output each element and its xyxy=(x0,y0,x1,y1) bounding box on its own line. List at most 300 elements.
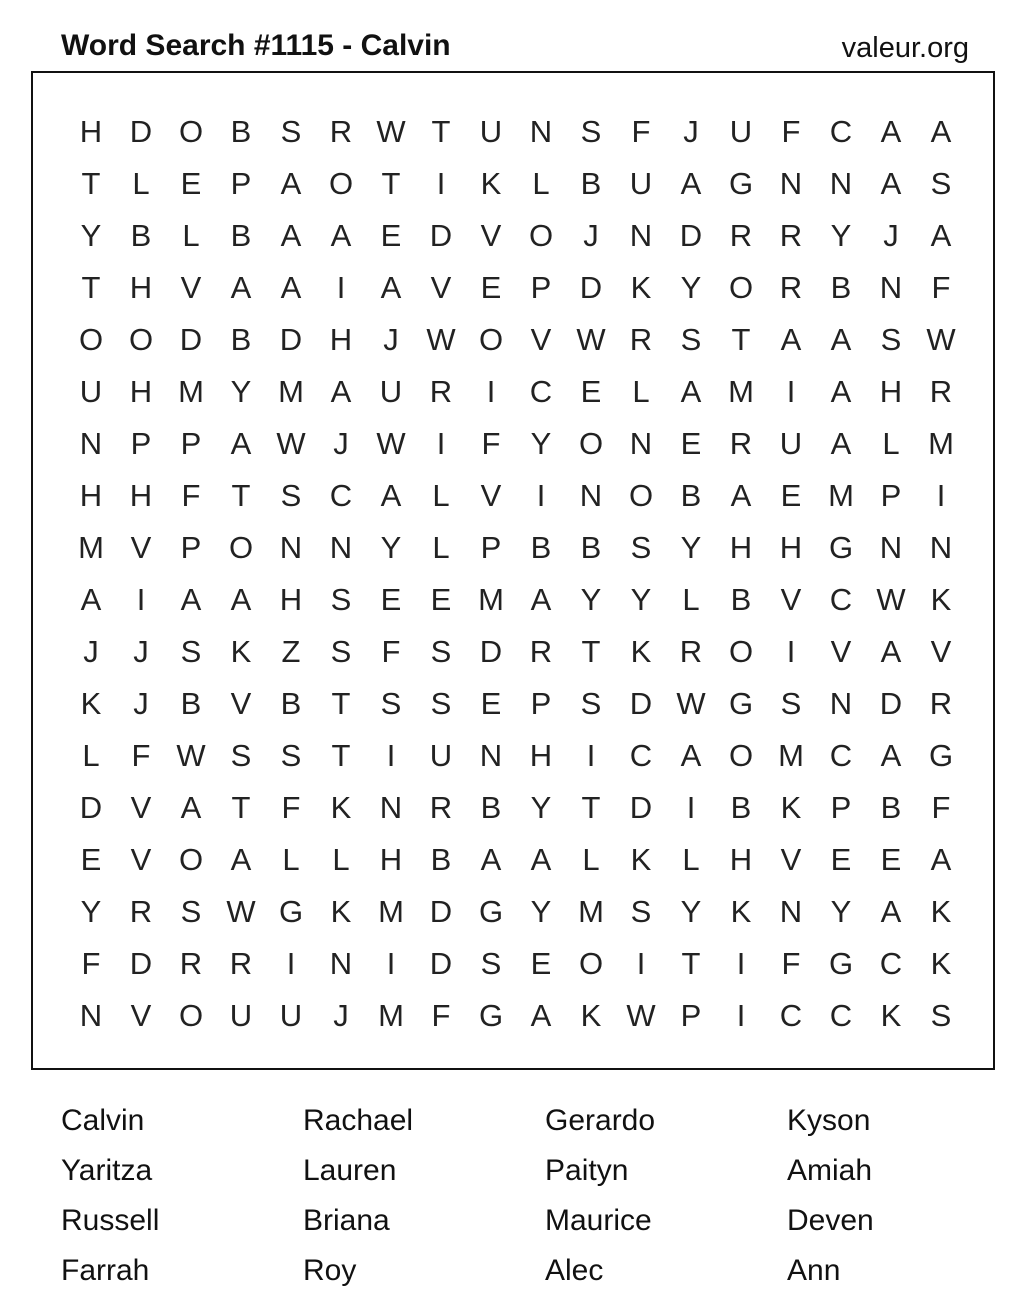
grid-letter[interactable]: C xyxy=(529,374,553,409)
grid-letter[interactable]: T xyxy=(331,738,351,773)
grid-letter[interactable]: B xyxy=(680,478,702,513)
grid-letter[interactable]: S xyxy=(330,582,352,617)
grid-letter[interactable]: S xyxy=(580,686,602,721)
grid-letter[interactable]: N xyxy=(329,530,353,565)
grid-letter[interactable]: O xyxy=(78,322,104,357)
grid-letter[interactable]: I xyxy=(286,946,296,981)
grid-letter[interactable]: A xyxy=(380,270,402,305)
grid-letter[interactable]: A xyxy=(780,322,802,357)
grid-letter[interactable]: S xyxy=(780,686,802,721)
grid-letter[interactable]: R xyxy=(779,218,803,253)
grid-letter[interactable]: O xyxy=(578,426,604,461)
grid-letter[interactable]: I xyxy=(786,374,796,409)
grid-letter[interactable]: D xyxy=(629,686,653,721)
grid-letter[interactable]: W xyxy=(926,322,956,357)
grid-letter[interactable]: B xyxy=(480,790,502,825)
grid-letter[interactable]: A xyxy=(230,426,252,461)
grid-letter[interactable]: I xyxy=(386,946,396,981)
grid-letter[interactable]: Y xyxy=(380,530,402,565)
grid-letter[interactable]: E xyxy=(880,842,902,877)
grid-letter[interactable]: O xyxy=(728,270,754,305)
grid-letter[interactable]: W xyxy=(276,426,306,461)
grid-letter[interactable]: H xyxy=(129,374,153,409)
grid-letter[interactable]: R xyxy=(629,322,653,357)
grid-letter[interactable]: O xyxy=(728,634,754,669)
grid-letter[interactable]: J xyxy=(683,114,699,149)
grid-letter[interactable]: J xyxy=(133,686,149,721)
grid-letter[interactable]: S xyxy=(180,634,202,669)
grid-letter[interactable]: S xyxy=(280,478,302,513)
grid-letter[interactable]: L xyxy=(432,530,450,565)
grid-letter[interactable]: N xyxy=(629,218,653,253)
grid-letter[interactable]: N xyxy=(579,478,603,513)
grid-letter[interactable]: T xyxy=(81,270,101,305)
grid-letter[interactable]: T xyxy=(331,686,351,721)
grid-letter[interactable]: S xyxy=(880,322,902,357)
grid-letter[interactable]: P xyxy=(230,166,252,201)
grid-letter[interactable]: D xyxy=(129,114,153,149)
grid-letter[interactable]: A xyxy=(830,426,852,461)
grid-letter[interactable]: T xyxy=(231,478,251,513)
grid-letter[interactable]: L xyxy=(632,374,650,409)
grid-letter[interactable]: S xyxy=(630,894,652,929)
grid-letter[interactable]: M xyxy=(378,998,404,1033)
grid-letter[interactable]: U xyxy=(629,166,653,201)
grid-letter[interactable]: F xyxy=(81,946,101,981)
grid-letter[interactable]: D xyxy=(429,894,453,929)
grid-letter[interactable]: M xyxy=(78,530,104,565)
grid-letter[interactable]: Y xyxy=(830,218,852,253)
grid-letter[interactable]: V xyxy=(130,530,152,565)
grid-letter[interactable]: B xyxy=(580,530,602,565)
grid-letter[interactable]: O xyxy=(728,738,754,773)
grid-letter[interactable]: T xyxy=(231,790,251,825)
grid-letter[interactable]: O xyxy=(178,998,204,1033)
grid-letter[interactable]: A xyxy=(530,842,552,877)
grid-letter[interactable]: F xyxy=(931,270,951,305)
grid-letter[interactable]: B xyxy=(180,686,202,721)
grid-letter[interactable]: H xyxy=(729,530,753,565)
grid-letter[interactable]: S xyxy=(380,686,402,721)
grid-letter[interactable]: L xyxy=(282,842,300,877)
grid-letter[interactable]: O xyxy=(628,478,654,513)
grid-letter[interactable]: A xyxy=(230,582,252,617)
grid-letter[interactable]: A xyxy=(280,270,302,305)
grid-letter[interactable]: R xyxy=(679,634,703,669)
grid-letter[interactable]: W xyxy=(376,426,406,461)
grid-letter[interactable]: G xyxy=(828,530,854,565)
grid-letter[interactable]: K xyxy=(330,894,352,929)
grid-letter[interactable]: K xyxy=(80,686,102,721)
grid-letter[interactable]: I xyxy=(786,634,796,669)
grid-letter[interactable]: R xyxy=(429,374,453,409)
grid-letter[interactable]: B xyxy=(730,790,752,825)
grid-letter[interactable]: U xyxy=(479,114,503,149)
grid-letter[interactable]: H xyxy=(279,582,303,617)
grid-letter[interactable]: M xyxy=(178,374,204,409)
grid-letter[interactable]: P xyxy=(180,426,202,461)
grid-letter[interactable]: I xyxy=(686,790,696,825)
grid-letter[interactable]: M xyxy=(928,426,954,461)
grid-letter[interactable]: U xyxy=(429,738,453,773)
grid-letter[interactable]: T xyxy=(681,946,701,981)
grid-letter[interactable]: A xyxy=(730,478,752,513)
grid-letter[interactable]: E xyxy=(580,374,602,409)
grid-letter[interactable]: Y xyxy=(530,426,552,461)
grid-letter[interactable]: R xyxy=(729,426,753,461)
grid-letter[interactable]: H xyxy=(779,530,803,565)
grid-letter[interactable]: T xyxy=(81,166,101,201)
grid-letter[interactable]: D xyxy=(179,322,203,357)
grid-letter[interactable]: B xyxy=(580,166,602,201)
grid-letter[interactable]: E xyxy=(780,478,802,513)
grid-letter[interactable]: C xyxy=(779,998,803,1033)
grid-letter[interactable]: I xyxy=(436,426,446,461)
grid-letter[interactable]: R xyxy=(929,686,953,721)
grid-letter[interactable]: O xyxy=(328,166,354,201)
grid-letter[interactable]: F xyxy=(781,946,801,981)
grid-letter[interactable]: L xyxy=(532,166,550,201)
grid-letter[interactable]: R xyxy=(129,894,153,929)
grid-letter[interactable]: F xyxy=(381,634,401,669)
grid-letter[interactable]: K xyxy=(880,998,902,1033)
grid-letter[interactable]: U xyxy=(779,426,803,461)
grid-letter[interactable]: B xyxy=(730,582,752,617)
grid-letter[interactable]: K xyxy=(630,270,652,305)
grid-letter[interactable]: W xyxy=(226,894,256,929)
grid-letter[interactable]: A xyxy=(280,166,302,201)
grid-letter[interactable]: N xyxy=(879,270,903,305)
grid-letter[interactable]: A xyxy=(930,842,952,877)
grid-letter[interactable]: I xyxy=(536,478,546,513)
grid-letter[interactable]: S xyxy=(430,686,452,721)
grid-letter[interactable]: H xyxy=(879,374,903,409)
grid-letter[interactable]: J xyxy=(133,634,149,669)
grid-letter[interactable]: F xyxy=(281,790,301,825)
grid-letter[interactable]: A xyxy=(880,114,902,149)
grid-letter[interactable]: T xyxy=(431,114,451,149)
grid-letter[interactable]: Y xyxy=(680,530,702,565)
grid-letter[interactable]: D xyxy=(429,218,453,253)
grid-letter[interactable]: U xyxy=(379,374,403,409)
grid-letter[interactable]: G xyxy=(278,894,304,929)
grid-letter[interactable]: B xyxy=(530,530,552,565)
grid-letter[interactable]: N xyxy=(329,946,353,981)
grid-letter[interactable]: A xyxy=(680,374,702,409)
grid-letter[interactable]: H xyxy=(379,842,403,877)
grid-letter[interactable]: L xyxy=(682,842,700,877)
grid-letter[interactable]: V xyxy=(130,998,152,1033)
grid-letter[interactable]: A xyxy=(830,322,852,357)
grid-letter[interactable]: S xyxy=(930,998,952,1033)
grid-letter[interactable]: B xyxy=(230,218,252,253)
grid-letter[interactable]: L xyxy=(82,738,100,773)
grid-letter[interactable]: C xyxy=(829,582,853,617)
grid-letter[interactable]: A xyxy=(380,478,402,513)
grid-letter[interactable]: F xyxy=(931,790,951,825)
grid-letter[interactable]: K xyxy=(580,998,602,1033)
grid-letter[interactable]: C xyxy=(879,946,903,981)
grid-letter[interactable]: A xyxy=(330,374,352,409)
grid-letter[interactable]: B xyxy=(880,790,902,825)
grid-letter[interactable]: H xyxy=(79,478,103,513)
grid-letter[interactable]: O xyxy=(228,530,254,565)
grid-letter[interactable]: Y xyxy=(580,582,602,617)
grid-letter[interactable]: G xyxy=(728,166,754,201)
grid-letter[interactable]: B xyxy=(230,114,252,149)
grid-letter[interactable]: U xyxy=(729,114,753,149)
grid-letter[interactable]: L xyxy=(582,842,600,877)
grid-letter[interactable]: G xyxy=(478,998,504,1033)
grid-letter[interactable]: A xyxy=(180,790,202,825)
grid-letter[interactable]: I xyxy=(386,738,396,773)
grid-letter[interactable]: K xyxy=(930,894,952,929)
grid-letter[interactable]: S xyxy=(480,946,502,981)
grid-letter[interactable]: P xyxy=(530,270,552,305)
grid-letter[interactable]: Y xyxy=(680,894,702,929)
grid-letter[interactable]: P xyxy=(830,790,852,825)
grid-letter[interactable]: D xyxy=(129,946,153,981)
grid-letter[interactable]: H xyxy=(329,322,353,357)
grid-letter[interactable]: S xyxy=(630,530,652,565)
grid-letter[interactable]: N xyxy=(79,426,103,461)
grid-letter[interactable]: A xyxy=(830,374,852,409)
grid-letter[interactable]: V xyxy=(830,634,852,669)
grid-letter[interactable]: S xyxy=(280,114,302,149)
grid-letter[interactable]: E xyxy=(80,842,102,877)
grid-letter[interactable]: Y xyxy=(830,894,852,929)
grid-letter[interactable]: F xyxy=(131,738,151,773)
grid-letter[interactable]: L xyxy=(882,426,900,461)
grid-letter[interactable]: K xyxy=(630,634,652,669)
grid-letter[interactable]: F xyxy=(181,478,201,513)
grid-letter[interactable]: L xyxy=(332,842,350,877)
grid-letter[interactable]: A xyxy=(480,842,502,877)
grid-letter[interactable]: A xyxy=(930,218,952,253)
grid-letter[interactable]: N xyxy=(929,530,953,565)
grid-letter[interactable]: M xyxy=(578,894,604,929)
grid-letter[interactable]: W xyxy=(576,322,606,357)
grid-letter[interactable]: Y xyxy=(530,894,552,929)
grid-letter[interactable]: A xyxy=(230,842,252,877)
grid-letter[interactable]: I xyxy=(736,946,746,981)
grid-letter[interactable]: O xyxy=(528,218,554,253)
grid-letter[interactable]: R xyxy=(529,634,553,669)
grid-letter[interactable]: H xyxy=(129,270,153,305)
grid-letter[interactable]: M xyxy=(478,582,504,617)
grid-letter[interactable]: O xyxy=(178,842,204,877)
grid-letter[interactable]: R xyxy=(729,218,753,253)
grid-letter[interactable]: P xyxy=(480,530,502,565)
grid-letter[interactable]: I xyxy=(336,270,346,305)
grid-letter[interactable]: I xyxy=(586,738,596,773)
grid-letter[interactable]: W xyxy=(176,738,206,773)
grid-letter[interactable]: R xyxy=(429,790,453,825)
grid-letter[interactable]: Y xyxy=(530,790,552,825)
grid-letter[interactable]: F xyxy=(781,114,801,149)
grid-letter[interactable]: A xyxy=(280,218,302,253)
grid-letter[interactable]: L xyxy=(432,478,450,513)
grid-letter[interactable]: F xyxy=(481,426,501,461)
grid-letter[interactable]: N xyxy=(279,530,303,565)
grid-letter[interactable]: I xyxy=(136,582,146,617)
grid-letter[interactable]: A xyxy=(530,582,552,617)
grid-letter[interactable]: E xyxy=(530,946,552,981)
grid-letter[interactable]: H xyxy=(79,114,103,149)
grid-letter[interactable]: G xyxy=(728,686,754,721)
grid-letter[interactable]: R xyxy=(779,270,803,305)
grid-letter[interactable]: S xyxy=(230,738,252,773)
grid-letter[interactable]: W xyxy=(626,998,656,1033)
grid-letter[interactable]: J xyxy=(83,634,99,669)
grid-letter[interactable]: Z xyxy=(281,634,301,669)
grid-letter[interactable]: S xyxy=(930,166,952,201)
grid-letter[interactable]: D xyxy=(629,790,653,825)
grid-letter[interactable]: I xyxy=(736,998,746,1033)
grid-letter[interactable]: P xyxy=(530,686,552,721)
grid-letter[interactable]: T xyxy=(731,322,751,357)
grid-letter[interactable]: N xyxy=(879,530,903,565)
grid-letter[interactable]: B xyxy=(830,270,852,305)
grid-letter[interactable]: C xyxy=(829,738,853,773)
grid-letter[interactable]: K xyxy=(630,842,652,877)
grid-letter[interactable]: J xyxy=(333,426,349,461)
grid-letter[interactable]: I xyxy=(936,478,946,513)
grid-letter[interactable]: A xyxy=(330,218,352,253)
grid-letter[interactable]: H xyxy=(529,738,553,773)
grid-letter[interactable]: S xyxy=(430,634,452,669)
grid-letter[interactable]: Y xyxy=(80,218,102,253)
grid-letter[interactable]: P xyxy=(680,998,702,1033)
grid-letter[interactable]: K xyxy=(730,894,752,929)
grid-letter[interactable]: O xyxy=(478,322,504,357)
grid-letter[interactable]: U xyxy=(79,374,103,409)
grid-letter[interactable]: D xyxy=(79,790,103,825)
grid-letter[interactable]: N xyxy=(529,114,553,149)
grid-letter[interactable]: B xyxy=(130,218,152,253)
grid-letter[interactable]: K xyxy=(930,946,952,981)
grid-letter[interactable]: R xyxy=(179,946,203,981)
grid-letter[interactable]: A xyxy=(680,738,702,773)
grid-letter[interactable]: W xyxy=(876,582,906,617)
grid-letter[interactable]: I xyxy=(486,374,496,409)
grid-letter[interactable]: N xyxy=(829,686,853,721)
grid-letter[interactable]: V xyxy=(480,218,502,253)
grid-letter[interactable]: J xyxy=(383,322,399,357)
grid-letter[interactable]: A xyxy=(930,114,952,149)
grid-letter[interactable]: I xyxy=(436,166,446,201)
grid-letter[interactable]: G xyxy=(478,894,504,929)
grid-letter[interactable]: L xyxy=(132,166,150,201)
grid-letter[interactable]: J xyxy=(883,218,899,253)
grid-letter[interactable]: A xyxy=(80,582,102,617)
grid-letter[interactable]: F xyxy=(431,998,451,1033)
grid-letter[interactable]: K xyxy=(230,634,252,669)
grid-letter[interactable]: U xyxy=(279,998,303,1033)
grid-letter[interactable]: E xyxy=(180,166,202,201)
grid-letter[interactable]: R xyxy=(929,374,953,409)
grid-letter[interactable]: I xyxy=(636,946,646,981)
grid-letter[interactable]: A xyxy=(530,998,552,1033)
grid-letter[interactable]: C xyxy=(629,738,653,773)
grid-letter[interactable]: K xyxy=(480,166,502,201)
grid-letter[interactable]: A xyxy=(880,894,902,929)
grid-letter[interactable]: E xyxy=(380,218,402,253)
grid-letter[interactable]: W xyxy=(376,114,406,149)
grid-letter[interactable]: O xyxy=(178,114,204,149)
grid-letter[interactable]: M xyxy=(278,374,304,409)
grid-letter[interactable]: C xyxy=(829,998,853,1033)
grid-letter[interactable]: B xyxy=(280,686,302,721)
grid-letter[interactable]: S xyxy=(580,114,602,149)
grid-letter[interactable]: W xyxy=(426,322,456,357)
grid-letter[interactable]: A xyxy=(180,582,202,617)
grid-letter[interactable]: O xyxy=(578,946,604,981)
grid-letter[interactable]: J xyxy=(583,218,599,253)
grid-letter[interactable]: L xyxy=(682,582,700,617)
grid-letter[interactable]: K xyxy=(780,790,802,825)
grid-letter[interactable]: P xyxy=(130,426,152,461)
grid-letter[interactable]: C xyxy=(329,478,353,513)
grid-letter[interactable]: V xyxy=(430,270,452,305)
grid-letter[interactable]: E xyxy=(830,842,852,877)
grid-letter[interactable]: N xyxy=(779,166,803,201)
grid-letter[interactable]: V xyxy=(130,790,152,825)
grid-letter[interactable]: E xyxy=(430,582,452,617)
grid-letter[interactable]: E xyxy=(480,270,502,305)
grid-letter[interactable]: S xyxy=(330,634,352,669)
grid-letter[interactable]: F xyxy=(631,114,651,149)
grid-letter[interactable]: M xyxy=(828,478,854,513)
grid-letter[interactable]: M xyxy=(728,374,754,409)
grid-letter[interactable]: W xyxy=(676,686,706,721)
grid-letter[interactable]: V xyxy=(130,842,152,877)
grid-letter[interactable]: K xyxy=(330,790,352,825)
grid-letter[interactable]: K xyxy=(930,582,952,617)
grid-letter[interactable]: V xyxy=(780,842,802,877)
grid-letter[interactable]: V xyxy=(530,322,552,357)
grid-letter[interactable]: E xyxy=(480,686,502,721)
grid-letter[interactable]: E xyxy=(680,426,702,461)
grid-letter[interactable]: V xyxy=(230,686,252,721)
grid-letter[interactable]: U xyxy=(229,998,253,1033)
grid-letter[interactable]: B xyxy=(230,322,252,357)
grid-letter[interactable]: D xyxy=(279,322,303,357)
grid-letter[interactable]: E xyxy=(380,582,402,617)
grid-letter[interactable]: V xyxy=(480,478,502,513)
grid-letter[interactable]: A xyxy=(880,634,902,669)
grid-letter[interactable]: B xyxy=(430,842,452,877)
grid-letter[interactable]: V xyxy=(930,634,952,669)
grid-letter[interactable]: C xyxy=(829,114,853,149)
grid-letter[interactable]: V xyxy=(780,582,802,617)
grid-letter[interactable]: N xyxy=(829,166,853,201)
grid-letter[interactable]: A xyxy=(880,166,902,201)
grid-letter[interactable]: N xyxy=(629,426,653,461)
grid-letter[interactable]: A xyxy=(230,270,252,305)
grid-letter[interactable]: R xyxy=(329,114,353,149)
grid-letter[interactable]: S xyxy=(680,322,702,357)
grid-letter[interactable]: T xyxy=(381,166,401,201)
grid-letter[interactable]: H xyxy=(729,842,753,877)
grid-letter[interactable]: D xyxy=(679,218,703,253)
grid-letter[interactable]: T xyxy=(581,634,601,669)
grid-letter[interactable]: A xyxy=(680,166,702,201)
grid-letter[interactable]: N xyxy=(79,998,103,1033)
grid-letter[interactable]: O xyxy=(128,322,154,357)
grid-letter[interactable]: D xyxy=(429,946,453,981)
grid-letter[interactable]: N xyxy=(379,790,403,825)
